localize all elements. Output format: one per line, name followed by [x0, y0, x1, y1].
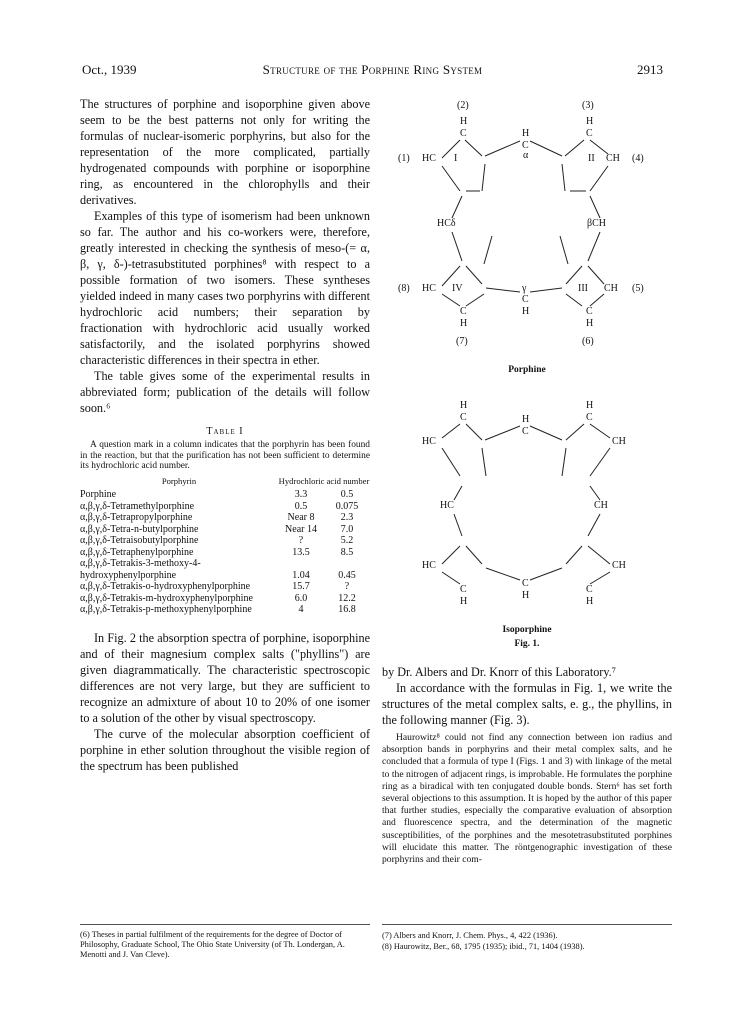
- hcl-number-cell: 15.7: [292, 581, 310, 592]
- hcl-number-cell: 12.2: [338, 592, 356, 604]
- ring-iv: IV: [452, 283, 463, 294]
- atom-hc: HC: [422, 283, 436, 294]
- atom-c: C: [586, 412, 593, 423]
- right-column: [382, 664, 672, 866]
- table-row: [80, 501, 370, 513]
- table-row: [80, 489, 370, 501]
- table-row: [80, 604, 370, 616]
- figure-1: [382, 96, 672, 656]
- atom-ch: CH: [612, 560, 626, 571]
- table-row: [80, 512, 370, 524]
- ring-ii: II: [588, 153, 595, 164]
- table-title: Table I: [206, 426, 244, 437]
- table-caption: A question mark in a column indicates that the porphyrin has been found in the reaction, but that the purification has not been sufficient to determine its hydrochloric acid number.: [80, 440, 370, 471]
- atom-hc: HC: [422, 436, 436, 447]
- atom-h: H: [460, 400, 468, 411]
- atom-c: C: [460, 128, 467, 139]
- table-row: [80, 547, 370, 559]
- delta-label: HCδ: [437, 218, 456, 229]
- atom-h: H: [522, 590, 530, 601]
- paragraph: In accordance with the formulas in Fig. 1, we write the structures of the metal complex salts, e. g., the phyllins, in the following manner (Fig. 3).: [382, 681, 672, 727]
- paragraph: The table gives some of the experimental results in abbreviated form; publication of the details will follow soon.⁶: [80, 369, 370, 415]
- porphyrin-name-cell: α,β,γ,δ-Tetra-n-butylporphine: [80, 523, 199, 535]
- atom-c: C: [460, 584, 467, 595]
- hcl-number-cell: 0.5: [340, 489, 354, 500]
- atom-hc: HC: [440, 500, 454, 511]
- hcl-number-cell: 0.5: [294, 500, 308, 512]
- label-7: (7): [456, 336, 468, 347]
- caption-fig-1: Fig. 1.: [514, 639, 540, 649]
- porphine-structure-diagram: [382, 96, 672, 656]
- paragraph: Haurowitz⁸ could not find any connection between ion radius and absorption bands in porphyrins and their metal complex salts, and he concluded that a formula of type I (Figs. 1 and 3) with linkage of the metal to the nitrogen of adjacent rings, is improbable. He formulates the porphine ring as a biradical with ten conjugated double bonds. Stern⁶ has set forth several objections to this assumption. It is hoped by the author of this paper that further studies, especially the comparative evaluation of absorption and fluorescence spectra, and the determination of the magnetic susceptibilities, of the porphines and the mesotetrasubstituted porphines will elucidate this matter. The röntgenographic investigation of these porphyrins and their com-: [382, 732, 672, 866]
- footnote: (7) Albers and Knorr, J. Chem. Phys., 4, 422 (1936).: [382, 931, 558, 940]
- atom-c: C: [460, 306, 467, 317]
- porphyrin-name-cell: α,β,γ,δ-Tetrakis-o-hydroxyphenylporphine: [80, 581, 251, 592]
- atom-h: H: [460, 116, 468, 127]
- footnote: (8) Haurowitz, Ber., 68, 1795 (1935); ibid., 71, 1404 (1938).: [382, 942, 585, 951]
- hcl-number-cell: 5.2: [340, 535, 354, 546]
- porphine-bonds: [442, 140, 608, 306]
- atom-h: H: [522, 306, 530, 317]
- porphyrin-name-cell: α,β,γ,δ-Tetrakis-m-hydroxyphenylporphine: [80, 592, 253, 604]
- atom-c: C: [460, 412, 467, 423]
- atom-ch: CH: [604, 283, 618, 294]
- atom-hc: HC: [422, 560, 436, 571]
- ring-iii: III: [578, 283, 588, 294]
- hcl-number-cell: 2.3: [340, 512, 354, 523]
- hcl-number-cell: 16.8: [338, 604, 356, 615]
- hcl-number-cell: 6.0: [294, 592, 308, 604]
- alpha-label: α: [523, 150, 529, 161]
- table-row: [80, 558, 370, 581]
- hcl-number-cell: 1.04: [292, 569, 310, 581]
- porphyrin-name-cell: α,β,γ,δ-Tetrakis-3-methoxy-4-hydroxyphenylporphine: [80, 558, 201, 581]
- paragraph: The structures of porphine and isoporphine given above seem to be the best patterns not only for writing the formulas of nuclear-isomeric porphyrins, but also for the representation of the more complicated, partially hydrogenated compounds with porphine or isoporphine ring, as encountered in the chlorophylls and their derivatives.: [80, 97, 370, 207]
- porphyrin-name-cell: α,β,γ,δ-Tetraisobutylporphine: [80, 535, 199, 546]
- footnotes-right: [382, 924, 672, 952]
- data-table: [80, 476, 370, 616]
- atom-h: H: [586, 400, 594, 411]
- porphyrin-name-cell: α,β,γ,δ-Tetrakis-p-methoxyphenylporphine: [80, 604, 252, 615]
- atom-hc: HC: [422, 153, 436, 164]
- header-title: Structure of the Porphine Ring System: [262, 62, 483, 77]
- atom-c: C: [522, 294, 529, 305]
- atom-ch: CH: [612, 436, 626, 447]
- atom-ch: CH: [606, 153, 620, 164]
- atom-h: H: [460, 596, 468, 607]
- atom-h: H: [522, 128, 530, 139]
- header-date: Oct., 1939: [82, 62, 137, 77]
- label-6: (6): [582, 336, 594, 347]
- hcl-number-cell: 0.45: [338, 569, 356, 581]
- caption-isoporphine: Isoporphine: [502, 625, 552, 635]
- column-header: Hydrochloric acid number: [278, 475, 370, 486]
- paragraph: Examples of this type of isomerism had been unknown so far. The author and his co-workers were, therefore, greatly interested in checking the synthesis of meso-(= α, β, γ, δ-)-tetrasubstituted porphines⁸ with respect to a possible formation of two isomers. These syntheses yielded indeed in many cases two porphyrins with different hydrochloric acid numbers; their separation by fractionation with hydrochloric acid usually worked satisfactorily, and the isolated porphyrins showed characteristic differences in their spectra in ether.: [80, 209, 370, 367]
- isoporphine-bonds: [442, 424, 610, 584]
- label-5: (5): [632, 283, 644, 294]
- atom-c: C: [586, 306, 593, 317]
- table-row: [80, 524, 370, 536]
- caption-porphine: Porphine: [508, 365, 546, 375]
- paragraph: The curve of the molecular absorption coefficient of porphine in ether solution throughout the visible region of the spectrum has been published: [80, 726, 370, 773]
- atom-c: C: [586, 584, 593, 595]
- hcl-number-cell: Near 8: [287, 512, 315, 523]
- hcl-number-cell: Near 14: [285, 523, 317, 535]
- atom-ch: CH: [594, 500, 608, 511]
- label-4: (4): [632, 153, 644, 164]
- footnote: (6) Theses in partial fulfilment of the requirements for the degree of Doctor of Philosophy, Graduate School, The Ohio State University (of Th. Londergan, A. Menotti and J. Van Cleve).: [80, 924, 370, 960]
- paragraph: by Dr. Albers and Dr. Knorr of this Laboratory.⁷: [382, 665, 616, 679]
- label-8: (8): [398, 283, 410, 294]
- hcl-number-cell: 13.5: [292, 546, 310, 558]
- hcl-number-cell: 0.075: [335, 500, 359, 512]
- beta-label: βCH: [587, 218, 606, 229]
- page-number: 2913: [637, 62, 663, 77]
- label-1: (1): [398, 153, 410, 164]
- atom-h: H: [586, 596, 594, 607]
- porphyrin-name-cell: α,β,γ,δ-Tetraphenylporphine: [80, 546, 194, 558]
- hcl-number-cell: ?: [298, 535, 304, 546]
- label-2: (2): [457, 100, 469, 111]
- gamma-label: γ: [522, 283, 527, 294]
- atom-c: C: [522, 426, 529, 437]
- hcl-number-cell: 8.5: [340, 546, 354, 558]
- table-row: [80, 581, 370, 593]
- atom-h: H: [522, 414, 530, 425]
- atom-c: C: [522, 578, 529, 589]
- atom-h: H: [586, 318, 594, 329]
- column-header: Porphyrin: [161, 475, 197, 486]
- hcl-number-cell: 4: [298, 604, 304, 615]
- table-row: [80, 593, 370, 605]
- table-row: [80, 535, 370, 547]
- atom-c: C: [522, 140, 529, 151]
- porphyrin-name-cell: α,β,γ,δ-Tetramethylporphine: [80, 500, 195, 512]
- atom-h: H: [460, 318, 468, 329]
- label-3: (3): [582, 100, 594, 111]
- paragraph: In Fig. 2 the absorption spectra of porphine, isoporphine and of their magnesium complex salts ("phyllins") are given diagrammatically. The characteristic spectroscopic differences are not very large, but they are sufficient to recognize an admixture of about 10 to 20% of one isomer to a solution of the other by visual spectroscopy.: [80, 630, 370, 725]
- atom-h: H: [586, 116, 594, 127]
- hcl-number-cell: 7.0: [340, 523, 354, 535]
- left-column: [80, 96, 370, 774]
- atom-c: C: [586, 128, 593, 139]
- porphyrin-name-cell: Porphine: [80, 489, 117, 500]
- ring-i: I: [454, 153, 458, 164]
- hcl-number-cell: 3.3: [294, 489, 308, 500]
- hcl-number-cell: ?: [344, 581, 350, 592]
- porphyrin-name-cell: α,β,γ,δ-Tetrapropylporphine: [80, 512, 193, 523]
